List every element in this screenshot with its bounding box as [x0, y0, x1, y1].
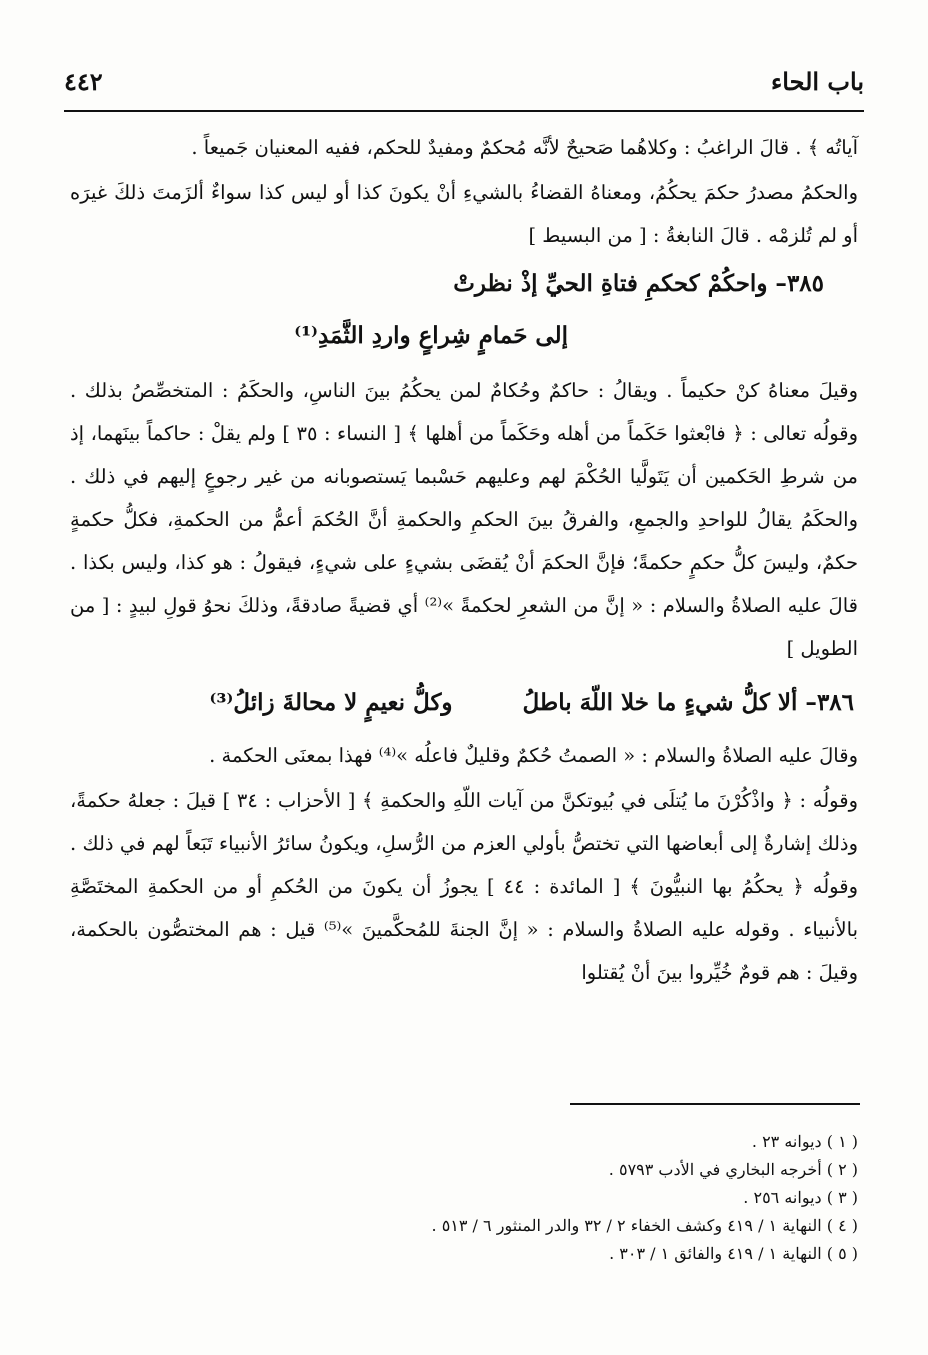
paragraph-2: والحكمُ مصدرُ حكمَ يحكُمُ، ومعناهُ القضاءُ بالشيءِ أنْ يكونَ كذا أو ليس كذا سواءٌ ألزَمتَ ذلكَ غيرَه أو لم تُلزمْه . قالَ النابغةُ : [ من البسيط ]: [70, 181, 858, 247]
header-rule: [64, 110, 864, 112]
page-number: ٤٤٢: [64, 66, 103, 96]
paragraph-1: آياتُه ﴾ . قالَ الراغبُ : وكلاهُما صَحيحٌ لأنَّه مُحكمٌ ومفيدٌ للحكم، ففيه المعنيان جَميعاً .: [191, 136, 858, 159]
footnote-5: ( ٥ ) النهاية ١ / ٤١٩ والفائق ١ / ٣٠٣ .: [609, 1244, 858, 1263]
running-header: [64, 58, 864, 104]
footnotes: [70, 1128, 858, 1268]
verse-386-first-hemistich: ٣٨٦– ألا كلُّ شيءٍ ما خلا اللّهَ باطلُ: [522, 689, 854, 716]
verse-386-second-hemistich: وكلُّ نعيمٍ لا محالةَ زائلُ⁽³⁾: [209, 689, 453, 716]
footnote-2: ( ٢ ) أخرجه البخاري في الأدب ٥٧٩٣ .: [608, 1160, 858, 1179]
footnote-1: ( ١ ) ديوانه ٢٣ .: [751, 1132, 858, 1151]
footnote-3: ( ٣ ) ديوانه ٢٥٦ .: [743, 1188, 858, 1207]
paragraph-4: وقالَ عليه الصلاةُ والسلام : « الصمتُ حُكمٌ وقليلٌ فاعلُه »⁽⁴⁾ فهذا بمعنَى الحكمة .: [209, 744, 858, 767]
paragraph-3: وقيلَ معناهُ كنْ حكيماً . ويقالُ : حاكمٌ وحُكامٌ لمن يحكُمُ بينَ الناسِ، والحكَمُ : المتخصِّصُ بذلك . وقولُه تعالى : ﴿ فابْعثوا حَكَماً من أهله وحَكَماً من أهلها ﴾ [ النساء : ٣٥ ] ولم يقلْ : حاكماً بينَهما، إذ من شرطِ الحَكمين أن يَتَولَّيا الحُكْمَ لهم وعليهم حَسْبما يَستصوبانه من غير رجوعٍ إليهم في ذلك . والحكَمُ يقالُ للواحدِ والجمعِ، والفرقُ بينَ الحكمِ والحكمةِ أنَّ الحُكمَ أعمُّ من الحكمةِ، فكلُّ حكمةٍ حكمٌ، وليسَ كلُّ حكمٍ حكمةً؛ فإنَّ الحكمَ أنْ يُقضَى بشيءٍ على شيءٍ، فيقولُ : هو كذا، وليس بكذا . قالَ عليه الصلاةُ والسلام : « إنَّ من الشعرِ لحكمةً »⁽²⁾ أي قضيةً صادقةً، وذلكَ نحوُ قولِ لبيدٍ : [ من الطويل ]: [70, 379, 859, 660]
chapter-title: باب الحاء: [770, 66, 864, 96]
verse-386: [70, 680, 858, 726]
verse-385-first-hemistich: ٣٨٥– واحكُمْ كحكمِ فتاةِ الحيِّ إذْ نظرتْ: [453, 270, 824, 297]
main-text: [70, 126, 858, 994]
verse-385-second-hemistich: إلى حَمامٍ شِراعٍ واردِ الثَّمَدِ⁽¹⁾: [294, 322, 568, 349]
footnote-separator: [570, 1103, 860, 1105]
footnote-4: ( ٤ ) النهاية ١ / ٤١٩ وكشف الخفاء ٢ / ٣٢ والدر المنثور ٦ / ٥١٣ .: [431, 1216, 858, 1235]
paragraph-5: وقولُه : ﴿ واذْكُرْنَ ما يُتلَى في بُيوتكنَّ من آيات اللّهِ والحكمةِ ﴾ [ الأحزاب : ٣٤ ] قيلَ : جعلهُ حكمةً، وذلك إشارةٌ إلى أبعاضها التي تختصُّ بأولي العزم من الرُّسلِ، ويكونُ سائرُ الأنبياء تَبَعاً لهم في ذلك . وقولُه ﴿ يحكُمُ بها النبيُّونَ ﴾ [ المائدة : ٤٤ ] يجوزُ أن يكونَ من الحُكمِ أو من الحكمةِ المختَصَّةِ بالأنبياء . وقوله عليه الصلاةُ والسلام : « إنَّ الجنةَ للمُحكَّمينَ »⁽⁵⁾ قيل : هم المختصُّون بالحكمة، وقيلَ : هم قومٌ خُيِّروا بينَ أنْ يُقتلوا: [70, 789, 858, 984]
